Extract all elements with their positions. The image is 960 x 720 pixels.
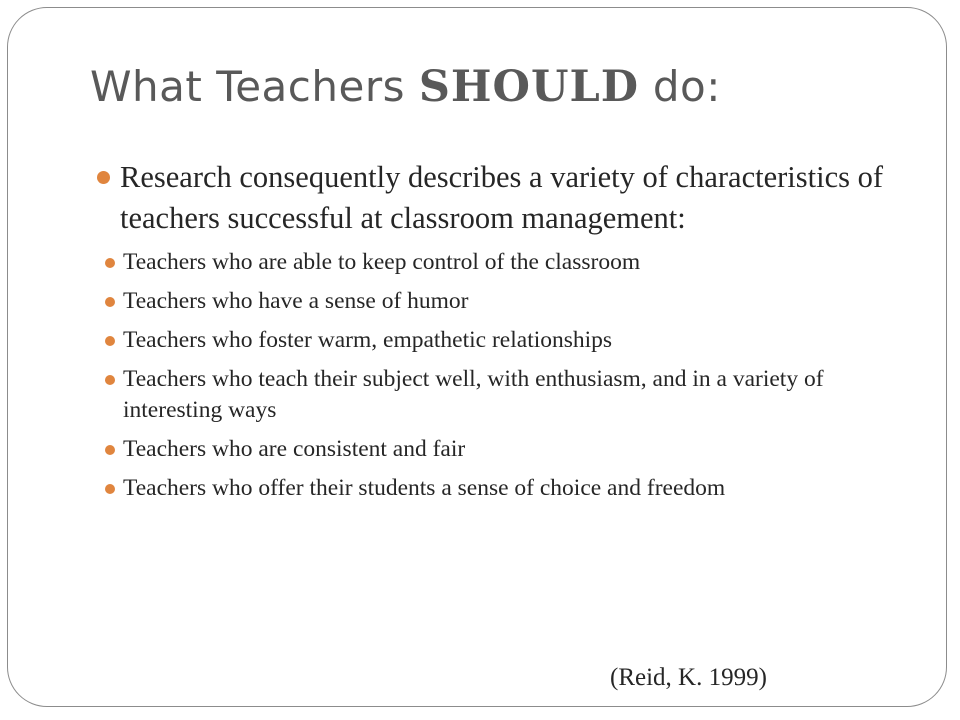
citation: (Reid, K. 1999)	[610, 664, 767, 691]
bullet-dot-icon	[105, 258, 115, 268]
sub-bullet-text: Teachers who offer their students a sense of choice and freedom	[123, 475, 726, 501]
main-bullet-text: Research consequently describes a variety of characteristics of teachers successful at classroom management:	[120, 160, 884, 235]
sub-bullet-text: Teachers who are consistent and fair	[123, 436, 466, 462]
bullet-list	[0, 157, 940, 512]
sub-bullet-group	[0, 247, 940, 504]
title-prefix: What Teachers	[90, 62, 419, 111]
sub-bullet	[123, 434, 913, 465]
bullet-dot-icon	[105, 375, 115, 385]
sub-bullet	[123, 473, 913, 504]
slide-title	[90, 62, 721, 112]
bullet-dot-icon	[97, 171, 110, 184]
sub-bullet	[123, 364, 913, 426]
bullet-dot-icon	[105, 336, 115, 346]
sub-bullet-text: Teachers who foster warm, empathetic relationships	[123, 327, 613, 353]
sub-bullet	[123, 286, 913, 317]
title-emphasis: SHOULD	[418, 62, 640, 112]
bullet-dot-icon	[105, 445, 115, 455]
bullet-dot-icon	[105, 297, 115, 307]
sub-bullet-text: Teachers who are able to keep control of the classroom	[123, 249, 641, 275]
bullet-dot-icon	[105, 484, 115, 494]
sub-bullet-list	[0, 247, 940, 504]
main-bullet	[120, 157, 920, 239]
sub-bullet	[123, 325, 913, 356]
sub-bullet	[123, 247, 913, 278]
title-suffix: do:	[639, 62, 721, 111]
sub-bullet-text: Teachers who teach their subject well, with enthusiasm, and in a variety of interesting ways	[123, 366, 824, 423]
sub-bullet-text: Teachers who have a sense of humor	[123, 288, 469, 314]
